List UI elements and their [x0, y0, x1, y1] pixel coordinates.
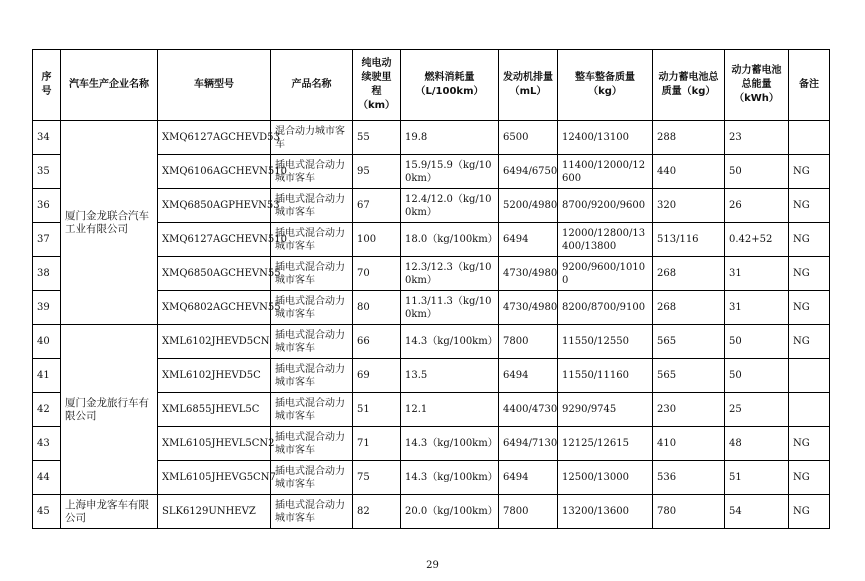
cell-seq: 34 [33, 121, 61, 155]
cell-product: 插电式混合动力城市客车 [271, 291, 353, 325]
cell-note: NG [789, 223, 830, 257]
cell-product: 插电式混合动力城市客车 [271, 495, 353, 529]
cell-battery-mass: 268 [653, 257, 725, 291]
cell-note: NG [789, 461, 830, 495]
cell-note [789, 393, 830, 427]
cell-product: 插电式混合动力城市客车 [271, 325, 353, 359]
cell-product: 插电式混合动力城市客车 [271, 189, 353, 223]
cell-model: XMQ6106AGCHEVN510 [158, 155, 271, 189]
cell-fuel: 15.9/15.9（kg/100km） [401, 155, 499, 189]
cell-range: 55 [353, 121, 401, 155]
cell-model: XML6105JHEVL5CN2 [158, 427, 271, 461]
cell-fuel: 12.1 [401, 393, 499, 427]
cell-battery-energy: 0.42+52 [725, 223, 789, 257]
header-product: 产品名称 [271, 50, 353, 121]
cell-model: XMQ6127AGCHEVN510 [158, 223, 271, 257]
cell-fuel: 14.3（kg/100km） [401, 461, 499, 495]
table-row [33, 325, 830, 359]
cell-product: 插电式混合动力城市客车 [271, 461, 353, 495]
cell-manufacturer: 上海申龙客车有限公司 [61, 495, 158, 529]
cell-engine: 6494 [499, 359, 558, 393]
cell-engine: 7800 [499, 325, 558, 359]
cell-range: 100 [353, 223, 401, 257]
cell-model: SLK6129UNHEVZ [158, 495, 271, 529]
cell-engine: 4400/4730 [499, 393, 558, 427]
header-manufacturer: 汽车生产企业名称 [61, 50, 158, 121]
cell-engine: 6494 [499, 223, 558, 257]
cell-model: XML6102JHEVD5CN [158, 325, 271, 359]
cell-seq: 35 [33, 155, 61, 189]
cell-mass: 11550/12550 [558, 325, 653, 359]
cell-range: 67 [353, 189, 401, 223]
cell-battery-mass: 565 [653, 325, 725, 359]
cell-battery-energy: 31 [725, 291, 789, 325]
cell-battery-energy: 50 [725, 359, 789, 393]
cell-seq: 36 [33, 189, 61, 223]
cell-fuel: 12.3/12.3（kg/100km） [401, 257, 499, 291]
cell-model: XMQ6802AGCHEVN55 [158, 291, 271, 325]
cell-engine: 6494/7130 [499, 427, 558, 461]
cell-product: 插电式混合动力城市客车 [271, 223, 353, 257]
cell-battery-mass: 268 [653, 291, 725, 325]
cell-seq: 40 [33, 325, 61, 359]
cell-mass: 9200/9600/10100 [558, 257, 653, 291]
cell-manufacturer: 厦门金龙联合汽车工业有限公司 [61, 121, 158, 325]
cell-note: NG [789, 325, 830, 359]
cell-mass: 8700/9200/9600 [558, 189, 653, 223]
cell-product: 插电式混合动力城市客车 [271, 359, 353, 393]
cell-battery-mass: 780 [653, 495, 725, 529]
cell-mass: 11400/12000/12600 [558, 155, 653, 189]
cell-seq: 41 [33, 359, 61, 393]
cell-product: 插电式混合动力城市客车 [271, 155, 353, 189]
cell-battery-energy: 26 [725, 189, 789, 223]
cell-fuel: 19.8 [401, 121, 499, 155]
cell-battery-mass: 288 [653, 121, 725, 155]
cell-fuel: 20.0（kg/100km） [401, 495, 499, 529]
cell-range: 71 [353, 427, 401, 461]
cell-battery-energy: 51 [725, 461, 789, 495]
cell-battery-mass: 410 [653, 427, 725, 461]
cell-engine: 4730/4980 [499, 257, 558, 291]
cell-seq: 44 [33, 461, 61, 495]
cell-note: NG [789, 257, 830, 291]
cell-engine: 4730/4980 [499, 291, 558, 325]
header-range: 纯电动续驶里程（km） [353, 50, 401, 121]
table-body [33, 121, 830, 529]
cell-range: 95 [353, 155, 401, 189]
header-fuel: 燃料消耗量（L/100km） [401, 50, 499, 121]
cell-battery-mass: 440 [653, 155, 725, 189]
cell-fuel: 14.3（kg/100km） [401, 427, 499, 461]
cell-battery-energy: 50 [725, 325, 789, 359]
cell-engine: 6500 [499, 121, 558, 155]
header-battery-energy: 动力蓄电池总能量（kWh） [725, 50, 789, 121]
header-engine: 发动机排量（mL） [499, 50, 558, 121]
cell-note: NG [789, 189, 830, 223]
header-battery-mass: 动力蓄电池总质量（kg） [653, 50, 725, 121]
cell-seq: 45 [33, 495, 61, 529]
cell-range: 70 [353, 257, 401, 291]
cell-model: XMQ6127AGCHEVD53 [158, 121, 271, 155]
cell-engine: 7800 [499, 495, 558, 529]
cell-manufacturer: 厦门金龙旅行车有限公司 [61, 325, 158, 495]
cell-note: NG [789, 427, 830, 461]
cell-engine: 5200/4980 [499, 189, 558, 223]
cell-engine: 6494 [499, 461, 558, 495]
cell-engine: 6494/6750 [499, 155, 558, 189]
cell-fuel: 13.5 [401, 359, 499, 393]
table-row [33, 121, 830, 155]
header-note: 备注 [789, 50, 830, 121]
cell-product: 插电式混合动力城市客车 [271, 393, 353, 427]
cell-seq: 42 [33, 393, 61, 427]
cell-note: NG [789, 291, 830, 325]
cell-battery-mass: 536 [653, 461, 725, 495]
cell-mass: 11550/11160 [558, 359, 653, 393]
cell-product: 混合动力城市客车 [271, 121, 353, 155]
cell-model: XMQ6850AGCHEVN55 [158, 257, 271, 291]
header-mass: 整车整备质量（kg） [558, 50, 653, 121]
cell-mass: 13200/13600 [558, 495, 653, 529]
cell-mass: 12400/13100 [558, 121, 653, 155]
cell-fuel: 18.0（kg/100km） [401, 223, 499, 257]
cell-note: NG [789, 495, 830, 529]
cell-mass: 8200/8700/9100 [558, 291, 653, 325]
cell-model: XML6855JHEVL5C [158, 393, 271, 427]
cell-note: NG [789, 155, 830, 189]
cell-battery-mass: 565 [653, 359, 725, 393]
cell-range: 80 [353, 291, 401, 325]
cell-seq: 43 [33, 427, 61, 461]
page-number: 29 [426, 560, 439, 571]
cell-seq: 39 [33, 291, 61, 325]
cell-mass: 9290/9745 [558, 393, 653, 427]
table-header-row [33, 50, 830, 121]
header-seq: 序号 [33, 50, 61, 121]
cell-mass: 12000/12800/13400/13800 [558, 223, 653, 257]
cell-mass: 12125/12615 [558, 427, 653, 461]
cell-battery-mass: 230 [653, 393, 725, 427]
cell-battery-mass: 320 [653, 189, 725, 223]
cell-note [789, 121, 830, 155]
cell-product: 插电式混合动力城市客车 [271, 427, 353, 461]
cell-fuel: 11.3/11.3（kg/100km） [401, 291, 499, 325]
table-row [33, 495, 830, 529]
cell-model: XMQ6850AGPHEVN53 [158, 189, 271, 223]
cell-range: 69 [353, 359, 401, 393]
cell-range: 51 [353, 393, 401, 427]
cell-model: XML6102JHEVD5C [158, 359, 271, 393]
cell-range: 75 [353, 461, 401, 495]
cell-battery-energy: 25 [725, 393, 789, 427]
cell-fuel: 12.4/12.0（kg/100km） [401, 189, 499, 223]
cell-model: XML6105JHEVG5CN7 [158, 461, 271, 495]
header-model: 车辆型号 [158, 50, 271, 121]
cell-battery-energy: 54 [725, 495, 789, 529]
cell-battery-energy: 50 [725, 155, 789, 189]
cell-battery-mass: 513/116 [653, 223, 725, 257]
cell-range: 66 [353, 325, 401, 359]
cell-note [789, 359, 830, 393]
cell-product: 插电式混合动力城市客车 [271, 257, 353, 291]
vehicle-catalog-table [32, 49, 830, 529]
cell-range: 82 [353, 495, 401, 529]
cell-mass: 12500/13000 [558, 461, 653, 495]
cell-seq: 37 [33, 223, 61, 257]
cell-seq: 38 [33, 257, 61, 291]
cell-battery-energy: 48 [725, 427, 789, 461]
cell-battery-energy: 31 [725, 257, 789, 291]
cell-battery-energy: 23 [725, 121, 789, 155]
cell-fuel: 14.3（kg/100km） [401, 325, 499, 359]
